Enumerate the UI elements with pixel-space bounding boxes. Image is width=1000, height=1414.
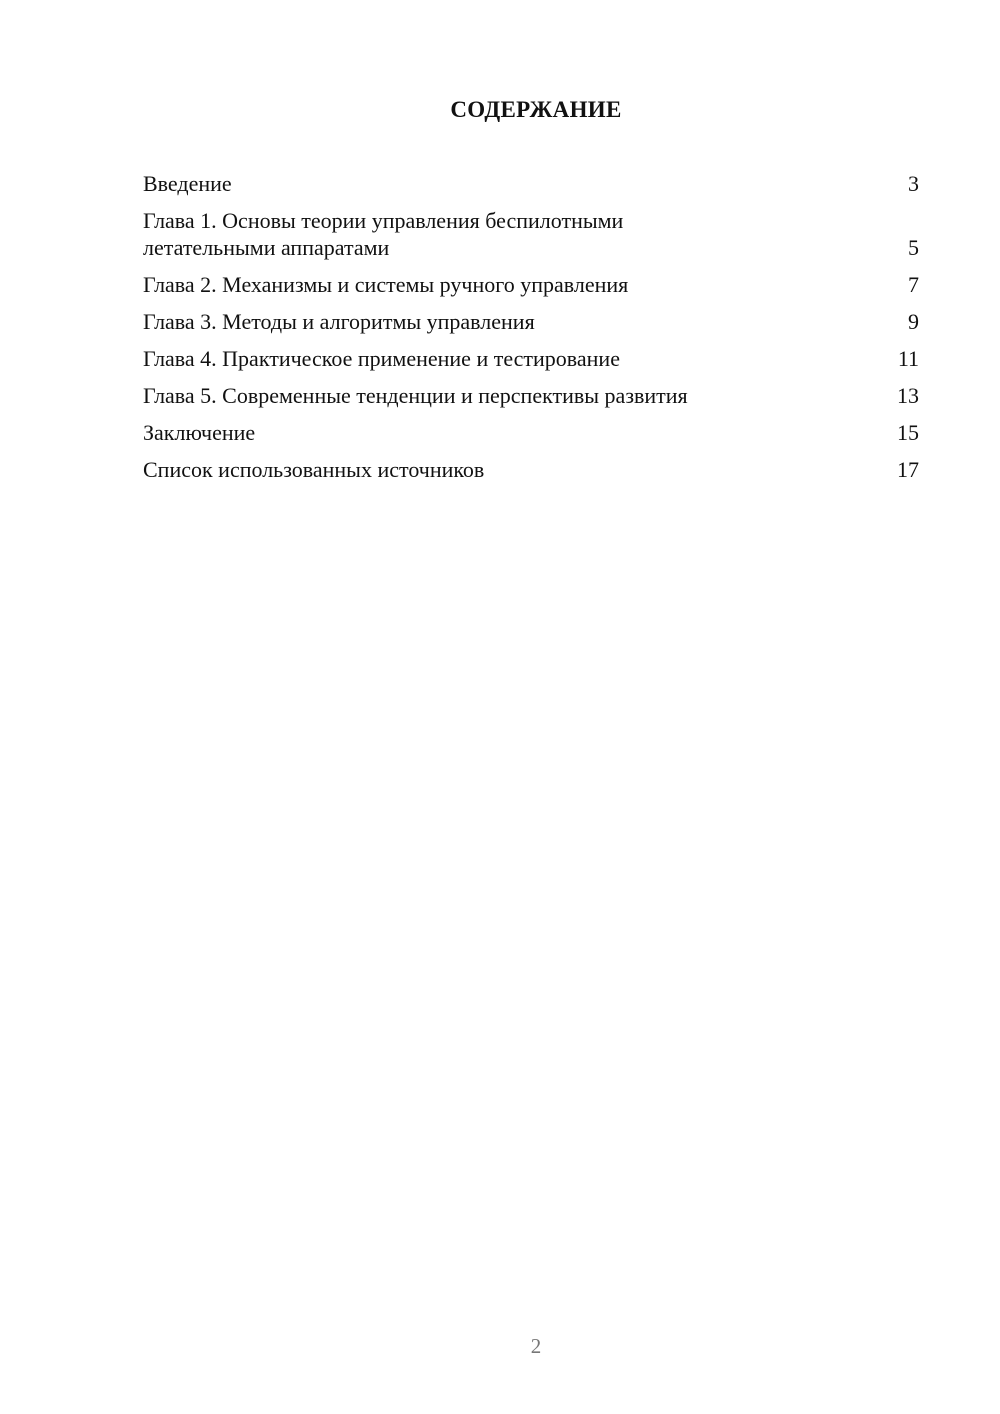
toc-entry-title: Глава 3. Методы и алгоритмы управления	[143, 309, 535, 334]
toc-entry-title: Глава 5. Современные тенденции и перспективы развития	[143, 383, 688, 408]
page-number: 2	[530, 1334, 542, 1358]
toc-entry-title: Глава 1. Основы теории управления беспилотными летательными аппаратами	[143, 208, 624, 260]
toc-entry-page: 15	[897, 420, 919, 445]
toc-entry-chapter-1[interactable]	[143, 207, 919, 261]
toc-entry-chapter-5[interactable]	[143, 382, 919, 409]
toc-entry-chapter-4[interactable]	[143, 345, 919, 372]
toc-entry-page: 5	[908, 235, 919, 260]
page-title: СОДЕРЖАНИЕ	[450, 97, 622, 122]
toc-entry-title: Глава 4. Практическое применение и тестирование	[143, 346, 620, 371]
toc-entry-references[interactable]	[143, 456, 919, 483]
toc-entry-chapter-2[interactable]	[143, 271, 919, 298]
toc-entry-page: 7	[908, 272, 919, 297]
toc-entry-title: Введение	[143, 171, 232, 196]
table-of-contents	[143, 170, 919, 493]
toc-entry-page: 17	[897, 457, 919, 482]
toc-entry-page: 13	[897, 383, 919, 408]
toc-entry-chapter-3[interactable]	[143, 308, 919, 335]
toc-entry-conclusion[interactable]	[143, 419, 919, 446]
toc-entry-title: Список использованных источников	[143, 457, 485, 482]
toc-entry-title: Глава 2. Механизмы и системы ручного управления	[143, 272, 629, 297]
toc-entry-page: 9	[908, 309, 919, 334]
toc-entry-title: Заключение	[143, 420, 256, 445]
toc-entry-page: 3	[908, 171, 919, 196]
toc-entry-page: 11	[897, 346, 919, 371]
toc-entry-introduction[interactable]	[143, 170, 919, 197]
